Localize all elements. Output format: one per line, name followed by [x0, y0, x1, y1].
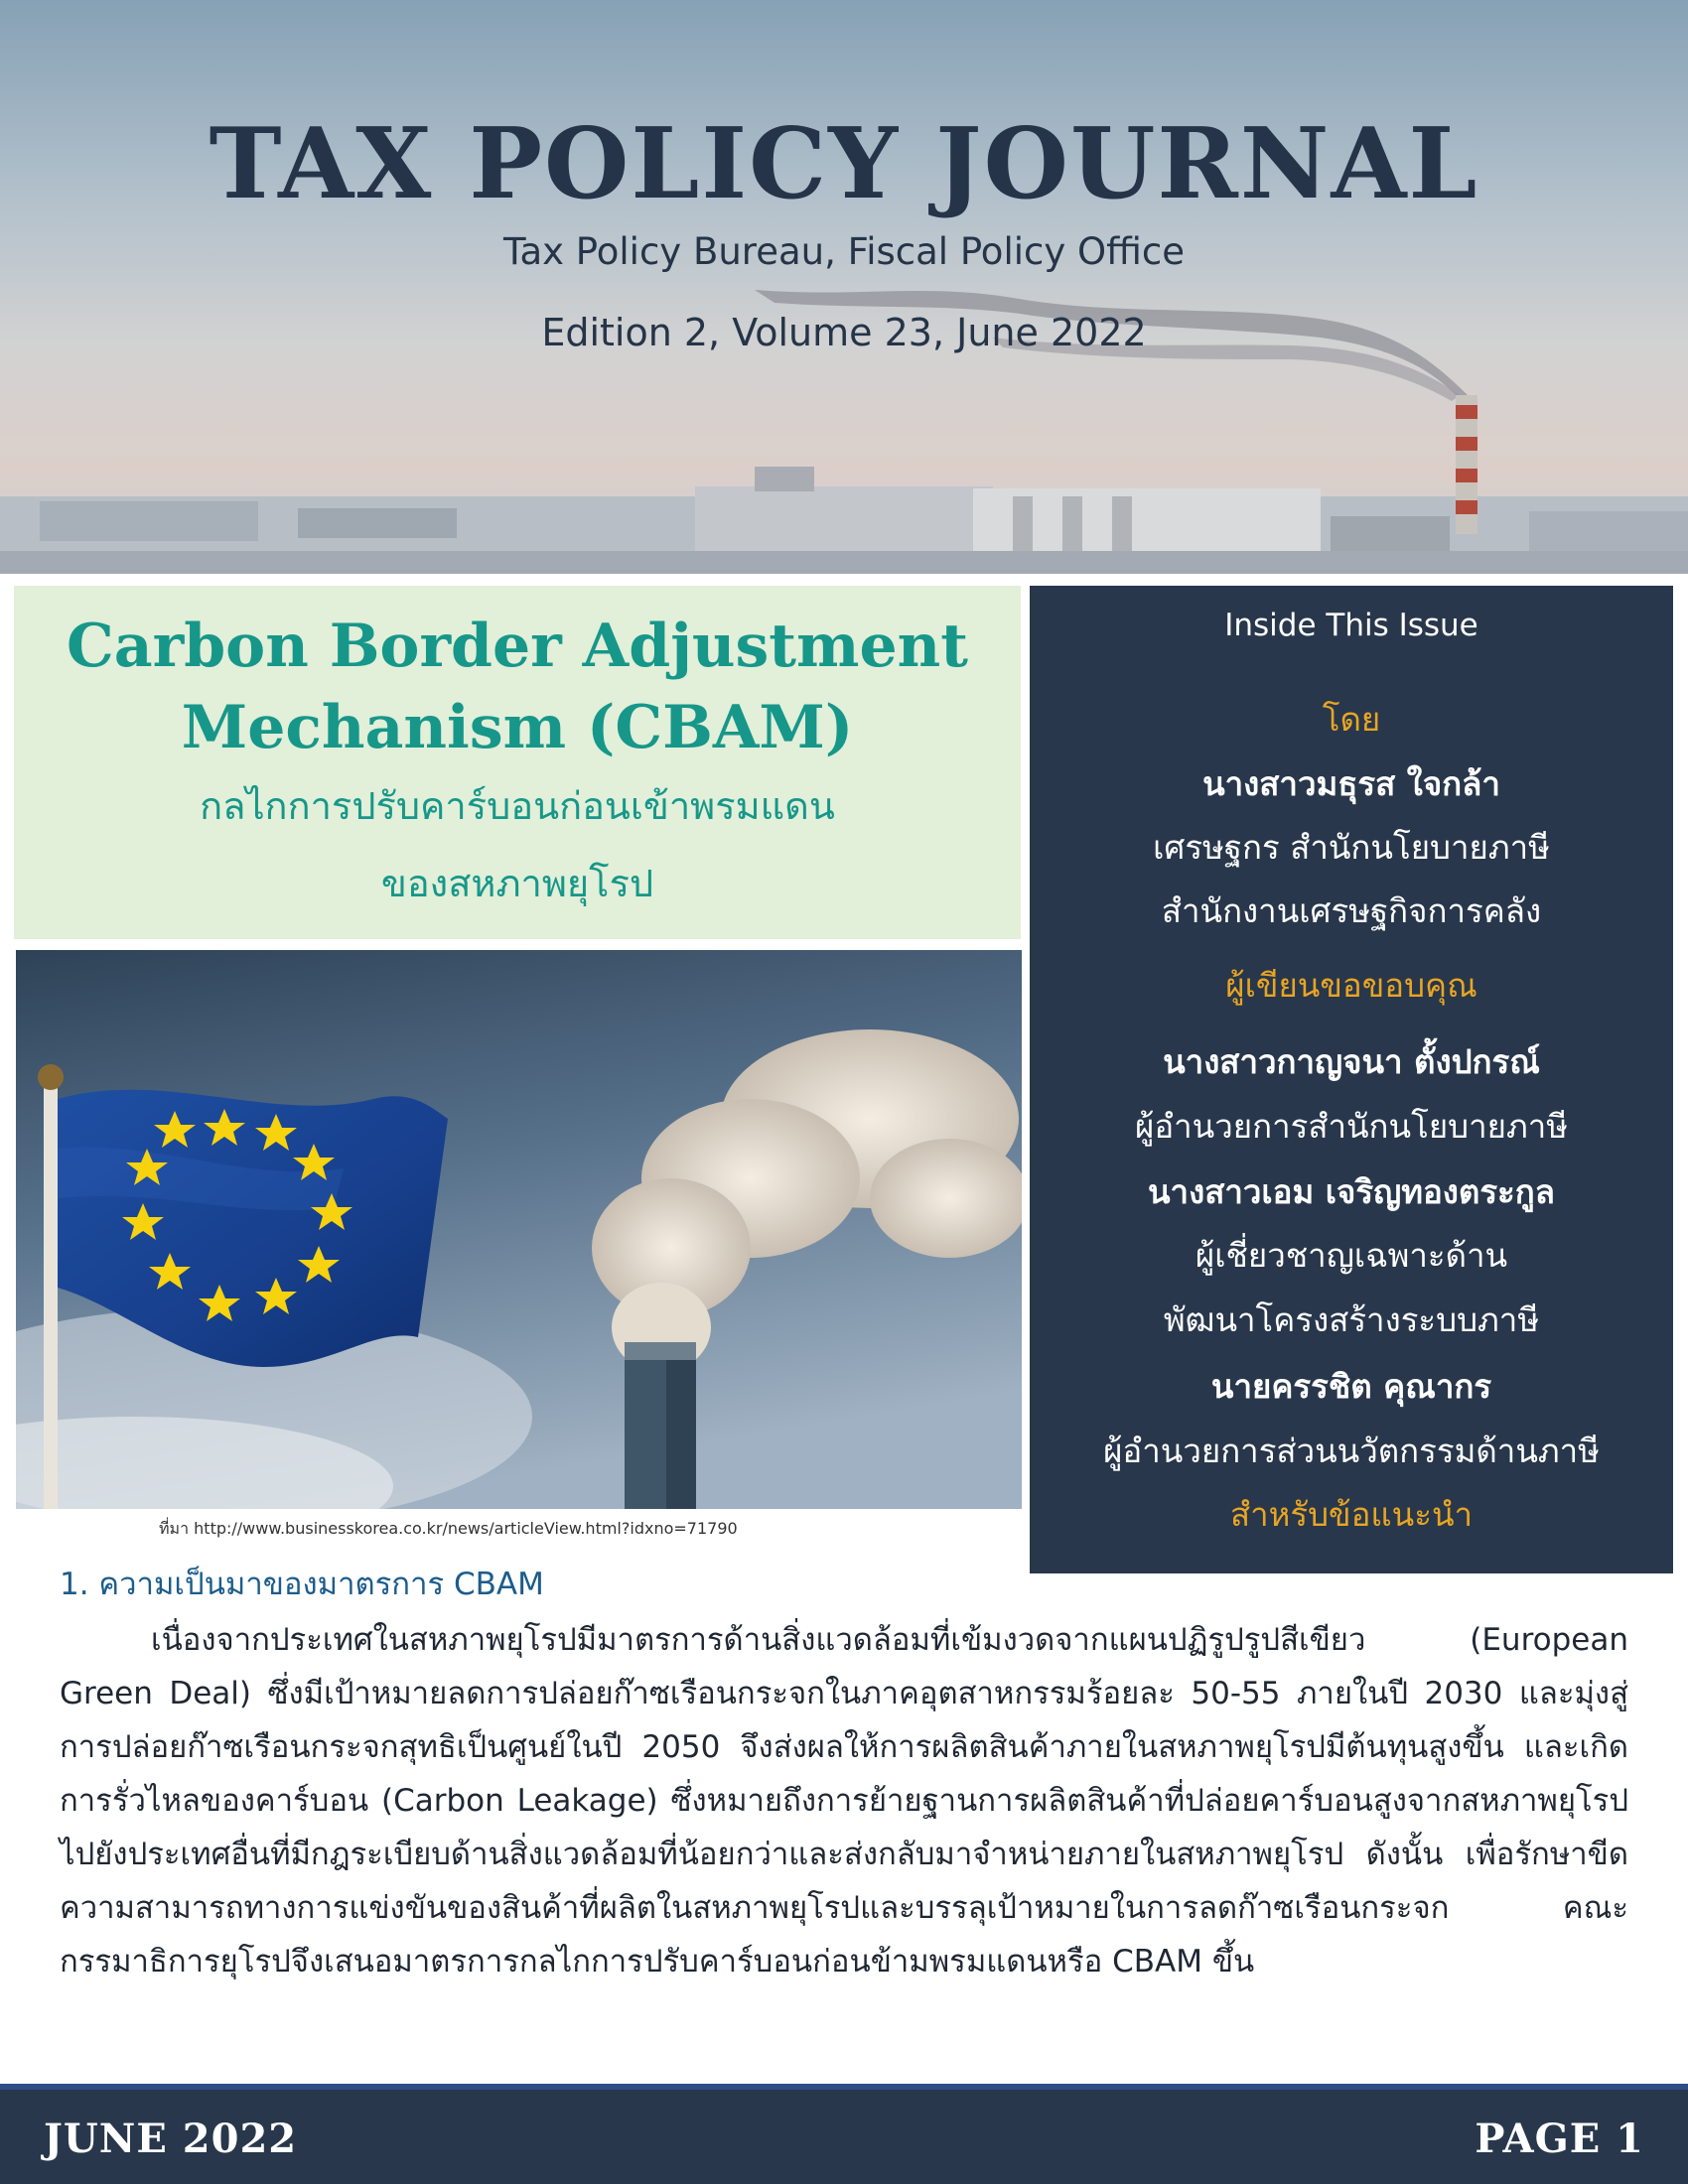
inside-this-issue-sidebar: [1030, 586, 1673, 1573]
thanks-3-role: ผู้อำนวยการส่วนนวัตกรรมด้านภาษี: [1103, 1432, 1600, 1470]
author-name: นางสาวมธุรส ใจกล้า: [1202, 764, 1500, 803]
article-title-line-1: Carbon Border Adjustment: [66, 612, 969, 681]
photo-caption: ที่มา http://www.businesskorea.co.kr/news/articleView.html?idxno=71790: [159, 1519, 738, 1538]
article-headline-box: [14, 586, 1021, 939]
page-footer: [0, 2084, 1688, 2184]
thai-title-line-2: ของสหภาพยุโรป: [380, 862, 654, 905]
thanks-2-role-1: ผู้เชี่ยวชาญเฉพาะด้าน: [1195, 1236, 1508, 1275]
thanks-1-role: ผู้อำนวยการสำนักนโยบายภาษี: [1134, 1107, 1569, 1146]
thanks-3-name: นายครรชิต คุณากร: [1210, 1367, 1492, 1406]
edition-info: Edition 2, Volume 23, June 2022: [541, 311, 1147, 354]
article-title-line-2: Mechanism (CBAM): [181, 693, 854, 762]
masthead-banner: [0, 0, 1688, 574]
publisher-bureau: Tax Policy Bureau, Fiscal Policy Office: [502, 230, 1186, 273]
sidebar-title: Inside This Issue: [1224, 608, 1478, 643]
footer-page-number: PAGE 1: [1475, 2116, 1644, 2162]
author-role-1: เศรษฐกร สำนักนโยบายภาษี: [1153, 828, 1550, 867]
by-label: โดย: [1322, 700, 1381, 739]
thanks-2-name: นางสาวเอม เจริญทองตระกูล: [1148, 1172, 1555, 1211]
article-title-thai: [14, 767, 1021, 922]
footer-date: JUNE 2022: [44, 2116, 298, 2162]
article-title-english: [14, 606, 1021, 768]
body-paragraph: เนื่องจากประเทศในสหภาพยุโรปมีมาตรการด้านสิ่งแวดล้อมที่เข้มงวดจากแผนปฏิรูปรูปสีเขียว (European Green Deal) ซึ่งมีเป้าหมายลดการปล่อยก๊าซเรือนกระจกในภาคอุตสาหกรรมร้อยละ 50-55 ภายในปี 2030 และมุ่งสู่การปล่อยก๊าซเรือนกระจกสุทธิเป็นศูนย์ในปี 2050 จึงส่งผลให้การผลิตสินค้าภายในสหภาพยุโรปมีต้นทุนสูงขึ้น และเกิดการรั่วไหลของคาร์บอน (Carbon Leakage) ซึ่งหมายถึงการย้ายฐานการผลิตสินค้าที่ปล่อยคาร์บอนสูงจากสหภาพยุโรปไปยังประเทศอื่นที่มีกฎระเบียบด้านสิ่งแวดล้อมที่น้อยกว่าและส่งกลับมาจำหน่ายภายในสหภาพยุโรป ดังนั้น เพื่อรักษาขีดความสามารถทางการแข่งขันของสินค้าที่ผลิตในสหภาพยุโรปและบรรลุเป้าหมายในการลดก๊าซเรือนกระจก คณะกรรมาธิการยุโรปจึงเสนอมาตรการกลไกการปรับคาร์บอนก่อนข้ามพรมแดนหรือ CBAM ขึ้น: [60, 1622, 1628, 1979]
advice-label: สำหรับข้อแนะนำ: [1229, 1495, 1474, 1534]
journal-title: TAX POLICY JOURNAL: [209, 107, 1479, 221]
section-heading: 1. ความเป็นมาของมาตรการ CBAM: [60, 1567, 544, 1602]
thanks-2-role-2: พัฒนาโครงสร้างระบบภาษี: [1163, 1300, 1540, 1339]
thanks-1-name: นางสาวกาญจนา ตั้งปกรณ์: [1163, 1042, 1540, 1081]
eu-flag-smokestack-photo: [16, 950, 1022, 1509]
acknowledgement-label: ผู้เขียนขอขอบคุณ: [1225, 966, 1477, 1005]
thai-title-line-1: กลไกการปรับคาร์บอนก่อนเข้าพรมแดน: [200, 784, 835, 828]
industrial-skyline-image: [0, 0, 1688, 574]
photo-illustration: [16, 950, 1022, 1509]
author-role-2: สำนักงานเศรษฐกิจการคลัง: [1161, 891, 1542, 930]
